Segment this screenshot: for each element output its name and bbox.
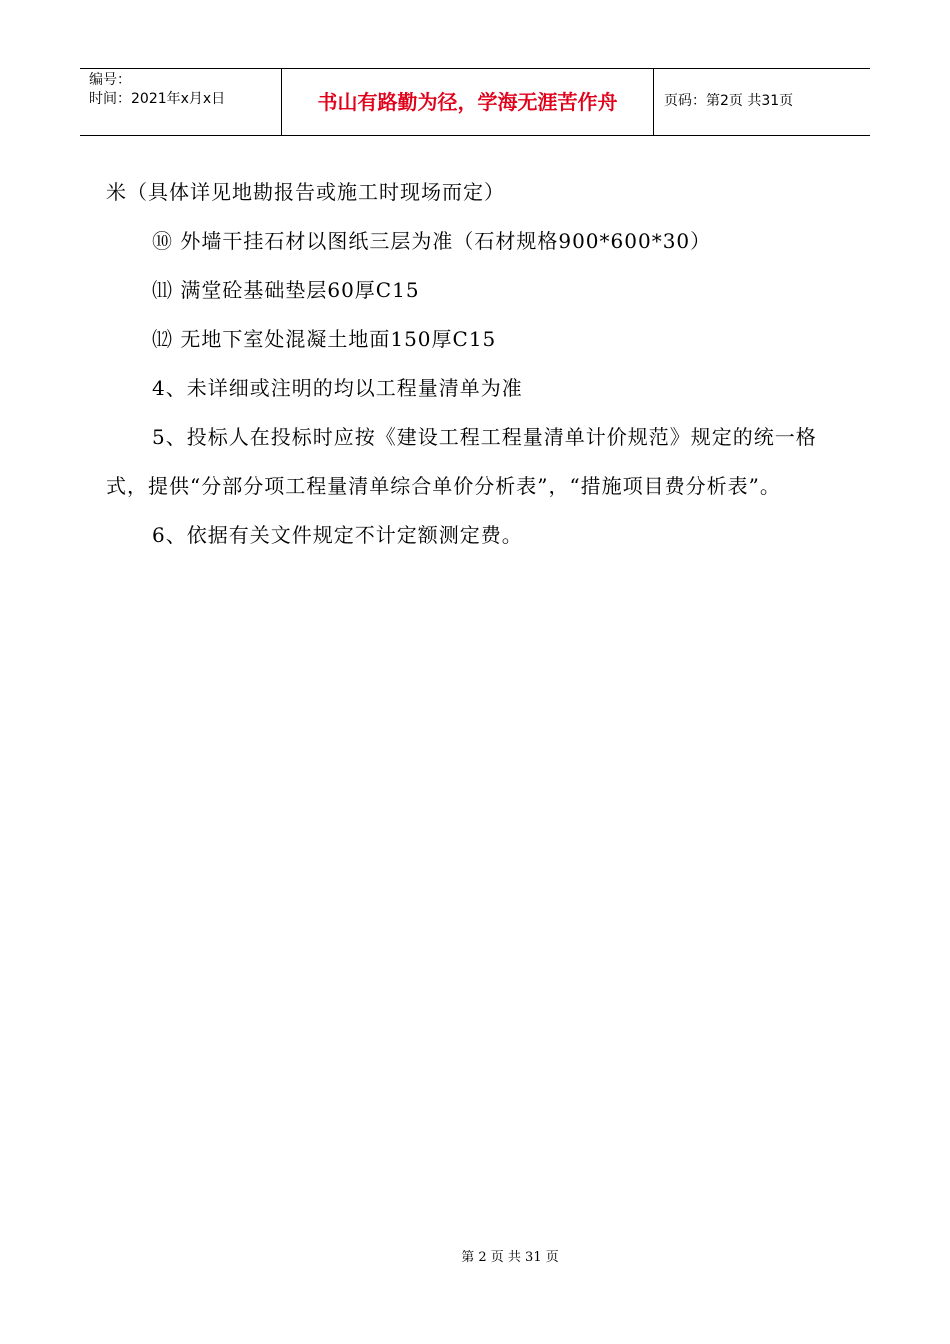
footer-page-number: 第 2 页 共 31 页 xyxy=(461,1250,559,1265)
document-number-label: 编号： xyxy=(89,72,131,88)
document-header xyxy=(80,68,870,136)
body-paragraph: 4、未详细或注明的均以工程量清单为准 xyxy=(152,376,523,400)
body-paragraph: 5、投标人在投标时应按《建设工程工程量清单计价规范》规定的统一格式，提供“分部分项工程量清单综合单价分析表”，“措施项目费分析表”。 xyxy=(106,425,817,498)
header-motto: 书山有路勤为径，学海无涯苦作舟 xyxy=(317,89,618,114)
page-footer xyxy=(0,1246,950,1265)
body-paragraph: ⑿ 无地下室处混凝土地面150厚C15 xyxy=(152,327,497,351)
header-page-info: 页码：第2页 共31页 xyxy=(664,93,794,109)
header-motto-cell xyxy=(282,69,654,135)
body-paragraph: ⑩ 外墙干挂石材以图纸三层为准（石材规格900*600*30） xyxy=(152,229,712,253)
body-paragraph: ⑾ 满堂砼基础垫层60厚C15 xyxy=(152,278,420,302)
header-meta-cell xyxy=(80,69,282,135)
header-page-cell xyxy=(654,69,870,135)
document-body xyxy=(106,168,840,560)
document-date-label: 时间：2021年x月x日 xyxy=(89,91,226,107)
body-paragraph: 6、依据有关文件规定不计定额测定费。 xyxy=(152,523,523,547)
body-paragraph: 米（具体详见地勘报告或施工时现场而定） xyxy=(106,180,505,204)
